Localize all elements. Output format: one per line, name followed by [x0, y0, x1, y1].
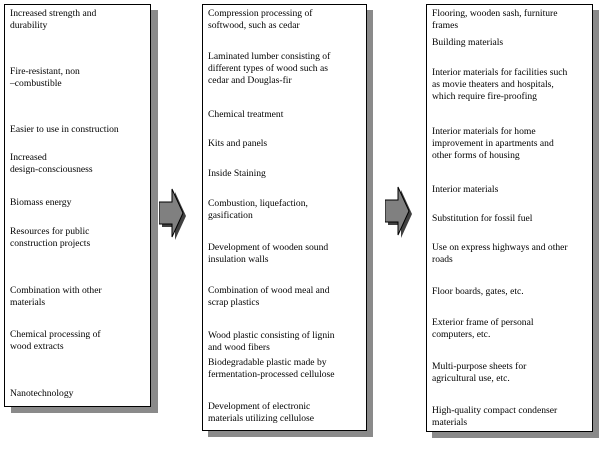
column-2-item: Biodegradable plastic made by fermentation-processed cellulose [208, 357, 335, 380]
column-3-item: Flooring, wooden sash, furniture frames [432, 8, 558, 31]
column-1-item: Combination with other materials [10, 285, 102, 308]
column-3-item: Floor boards, gates, etc. [432, 286, 524, 297]
column-3-item: Exterior frame of personal computers, etc. [432, 317, 534, 340]
column-2-item: Compression processing of softwood, such as cedar [208, 8, 313, 31]
column-3-item: Building materials [432, 37, 504, 48]
column-2-item: Combustion, liquefaction, gasification [208, 198, 308, 221]
column-1-item: Increased design-consciousness [10, 152, 93, 175]
column-2-item: Development of wooden sound insulation walls [208, 242, 329, 265]
column-1-item: Resources for public construction projects [10, 226, 91, 249]
column-1-item: Nanotechnology [10, 388, 74, 399]
column-2-item: Laminated lumber consisting of different types of wood such as cedar and Douglas-fir [208, 51, 331, 86]
column-3-item: Interior materials for home improvement in apartments and other forms of housing [432, 126, 554, 161]
column-2-item: Wood plastic consisting of lignin and wood fibers [208, 330, 335, 353]
column-2-item: Combination of wood meal and scrap plastics [208, 285, 330, 308]
column-1-item: Increased strength and durability [10, 8, 97, 31]
column-3-item: Substitution for fossil fuel [432, 213, 533, 224]
column-2-item: Kits and panels [208, 138, 268, 149]
column-1-item: Chemical processing of wood extracts [10, 329, 101, 352]
column-2-item: Development of electronic materials utilizing cellulose [208, 401, 315, 424]
column-2-item: Inside Staining [208, 168, 266, 179]
column-1-box [4, 4, 151, 407]
column-3-box [426, 4, 593, 432]
right-arrow-icon [385, 184, 415, 244]
column-3-item: High-quality compact condenser materials [432, 405, 558, 428]
column-2-item: Chemical treatment [208, 109, 284, 120]
right-arrow-icon [159, 186, 189, 246]
column-3-item: Interior materials for facilities such as movie theaters and hospitals, which require fire-proofing [432, 67, 568, 102]
column-3-item: Use on express highways and other roads [432, 242, 568, 265]
column-1-item: Fire-resistant, non –combustible [10, 66, 80, 89]
column-3-item: Interior materials [432, 184, 499, 195]
column-1-item: Biomass energy [10, 197, 72, 208]
column-2-box [202, 4, 367, 431]
column-3-item: Multi-purpose sheets for agricultural use, etc. [432, 361, 527, 384]
column-1-item: Easier to use in construction [10, 124, 119, 135]
